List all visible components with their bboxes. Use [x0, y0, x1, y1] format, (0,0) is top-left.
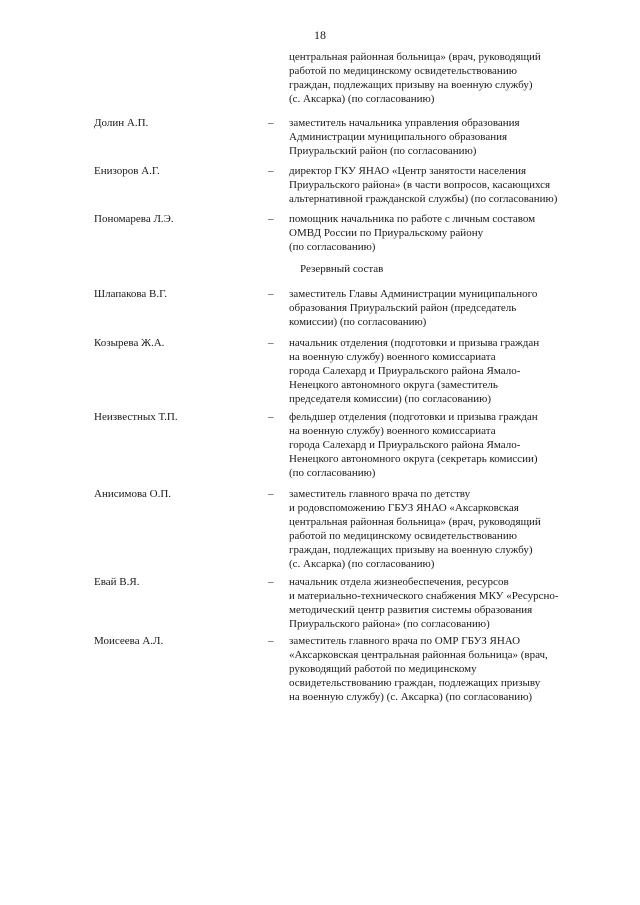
member-role: фельдшер отделения (подготовки и призыва граждан на военную службу) военного комиссариата города Салехард и Приуральского района Ямало- Ненецкого автономного округа (секретарь комиссии) (по согласованию) — [289, 411, 538, 479]
dash-separator: – — [268, 213, 274, 225]
dash-separator: – — [268, 635, 274, 647]
dash-separator: – — [268, 411, 274, 423]
member-name: Моисеева А.Л. — [94, 635, 164, 647]
member-role: начальник отделения (подготовки и призыва граждан на военную службу) военного комиссариата города Салехард и Приуральского района Ямало- Ненецкого автономного округа (заместитель председателя комиссии) (по согласованию) — [289, 337, 540, 405]
dash-separator: – — [268, 165, 274, 177]
member-role: помощник начальника по работе с личным составом ОМВД России по Приуральскому району (по согласованию) — [289, 213, 536, 253]
member-role: заместитель начальника управления образования Администрации муниципального образования Приуральский район (по согласованию) — [289, 117, 520, 157]
member-name: Евай В.Я. — [94, 576, 140, 588]
continuation-text: центральная районная больница» (врач, руководящий работой по медицинскому освидетельствованию граждан, подлежащих призыву на военную службу) (с. Аксарка) (по согласованию) — [289, 51, 541, 105]
member-name: Долин А.П. — [94, 117, 149, 129]
member-name: Козырева Ж.А. — [94, 337, 165, 349]
member-name: Енизоров А.Г. — [94, 165, 160, 177]
dash-separator: – — [268, 288, 274, 300]
member-name: Шлапакова В.Г. — [94, 288, 168, 300]
reserve-section-heading: Резервный состав — [300, 263, 384, 275]
page-number: 18 — [314, 28, 326, 42]
dash-separator: – — [268, 488, 274, 500]
member-name: Анисимова О.П. — [94, 488, 172, 500]
member-role: директор ГКУ ЯНАО «Центр занятости населения Приуральского района» (в части вопросов, касающихся альтернативной гражданской службы) (по согласованию) — [289, 165, 558, 205]
member-role: заместитель Главы Администрации муниципального образования Приуральский район (председатель комиссии) (по согласованию) — [289, 288, 538, 328]
member-role: заместитель главного врача по детству и родовспоможению ГБУЗ ЯНАО «Аксарковская центральная районная больница» (врач, руководящий работой по медицинскому освидетельствованию граждан, подлежащих призыву на военную службу) (с. Аксарка) (по согласованию) — [289, 488, 541, 570]
dash-separator: – — [268, 117, 274, 129]
dash-separator: – — [268, 337, 274, 349]
member-name: Пономарева Л.Э. — [94, 213, 174, 225]
member-name: Неизвестных Т.П. — [94, 411, 178, 423]
member-role: заместитель главного врача по ОМР ГБУЗ ЯНАО «Аксарковская центральная районная больница» (врач, руководящий работой по медицинскому освидетельствованию граждан, подлежащих призыву на военную службу) (с. Аксарка) (по согласованию) — [289, 635, 548, 703]
dash-separator: – — [268, 576, 274, 588]
member-role: начальник отдела жизнеобеспечения, ресурсов и материально-технического снабжения МКУ «Ресурсно- методический центр развития системы образования Приуральского района» (по согласованию) — [289, 576, 559, 630]
